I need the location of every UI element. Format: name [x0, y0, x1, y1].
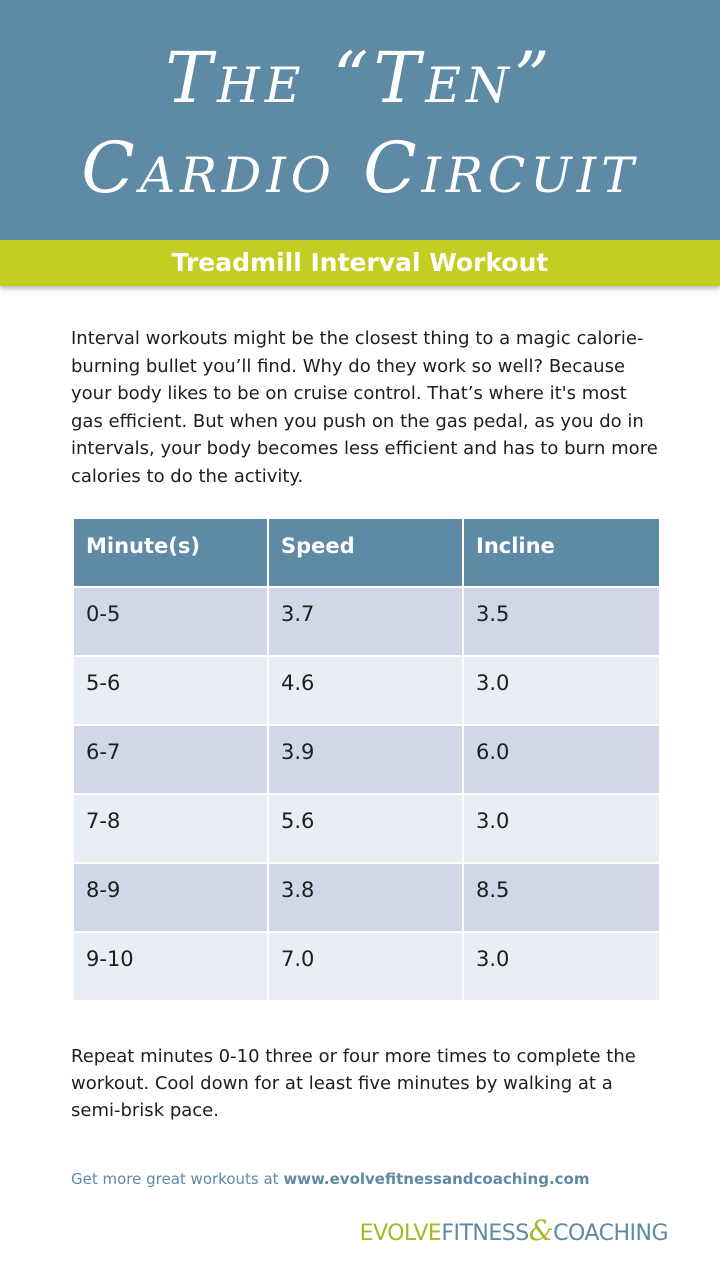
header-incline: Incline [464, 519, 659, 588]
logo-coaching: COACHING [553, 1221, 668, 1246]
cell-minutes: 7-8 [74, 795, 269, 864]
cell-incline: 3.0 [464, 657, 659, 726]
cell-minutes: 6-7 [74, 726, 269, 795]
cell-incline: 6.0 [464, 726, 659, 795]
title-line-2: Cardio Circuit [81, 127, 639, 209]
title-header [0, 0, 720, 240]
table-row [74, 933, 659, 1002]
footer-cta [71, 1167, 691, 1191]
header-minutes: Minute(s) [74, 519, 269, 588]
title-line-1: The “Ten” [165, 37, 555, 119]
cell-minutes: 5-6 [74, 657, 269, 726]
table-row [74, 795, 659, 864]
cell-incline: 3.5 [464, 588, 659, 657]
table-row [74, 657, 659, 726]
cell-speed: 5.6 [269, 795, 464, 864]
cell-minutes: 9-10 [74, 933, 269, 1002]
cell-minutes: 8-9 [74, 864, 269, 933]
logo-evolve: EVOLVE [359, 1221, 442, 1246]
cell-speed: 3.8 [269, 864, 464, 933]
intro-paragraph: Interval workouts might be the closest thing to a magic calorie-burning bullet you’ll find. Why do they work so well? Because your body likes to be on cruise control. That’s where it's most gas efficient. But when you push on the gas pedal, as you do in intervals, your body becomes less efficient and has to burn more calories to do the activity. [71, 328, 658, 487]
table-row [74, 726, 659, 795]
subtitle-banner: Treadmill Interval Workout [0, 240, 720, 286]
outro-paragraph: Repeat minutes 0-10 three or four more times to complete the workout. Cool down for at least five minutes by walking at a semi-brisk pace. [71, 1046, 636, 1121]
interval-table [74, 519, 659, 1002]
cell-incline: 3.0 [464, 795, 659, 864]
table-row [74, 588, 659, 657]
cell-minutes: 0-5 [74, 588, 269, 657]
logo-fitness: FITNESS [441, 1221, 529, 1246]
cell-speed: 3.9 [269, 726, 464, 795]
cell-speed: 3.7 [269, 588, 464, 657]
cell-speed: 7.0 [269, 933, 464, 1002]
table-row [74, 864, 659, 933]
cell-incline: 8.5 [464, 864, 659, 933]
cell-speed: 4.6 [269, 657, 464, 726]
footer-prefix: Get more great workouts at [71, 1170, 284, 1188]
header-speed: Speed [269, 519, 464, 588]
table-header-row [74, 519, 659, 588]
cell-incline: 3.0 [464, 933, 659, 1002]
logo-ampersand: & [528, 1214, 554, 1247]
website-link[interactable]: www.evolvefitnessandcoaching.com [283, 1170, 590, 1188]
brand-logo [348, 1214, 668, 1251]
